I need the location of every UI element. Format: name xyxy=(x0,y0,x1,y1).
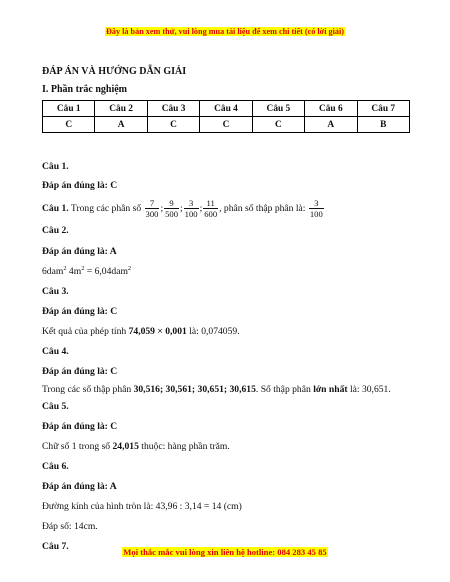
hotline-banner xyxy=(0,547,450,557)
table-answer-cell: C xyxy=(43,117,95,133)
table-answer-cell: C xyxy=(147,117,199,133)
table-header-cell: Câu 4 xyxy=(200,101,252,117)
answer-line: Đáp án đúng là: C xyxy=(42,306,118,317)
table-answer-cell: C xyxy=(252,117,304,133)
fraction: $\frac{9}{500}$ xyxy=(165,197,178,219)
fraction-result: $\frac{3}{100}$ xyxy=(309,197,323,219)
fraction: $\frac{3}{100}$ xyxy=(184,197,198,219)
question-label: Câu 4. xyxy=(42,346,69,357)
table-header-cell: Câu 7 xyxy=(357,101,409,117)
fraction: $\frac{11}{600}$ xyxy=(204,197,218,219)
question-text-body: phân số thập phân là: xyxy=(221,202,308,214)
preview-banner xyxy=(0,27,450,36)
table-header-cell: Câu 3 xyxy=(147,101,199,117)
table-header-cell: Câu 2 xyxy=(95,101,147,117)
table-answer-cell: C xyxy=(200,117,252,133)
answer-line: Đáp án đúng là: C xyxy=(42,366,118,377)
document-title: ĐÁP ÁN VÀ HƯỚNG DẪN GIẢI xyxy=(42,66,187,77)
fraction: $\frac{7}{300}$ xyxy=(145,197,159,219)
table-answer-cell: A xyxy=(305,117,357,133)
question-label: Câu 1. xyxy=(42,161,69,172)
question-label: Câu 5. xyxy=(42,401,69,412)
question-text-body: Trong các phân số xyxy=(68,202,144,214)
question-text: Câu 1. Trong các phân số $\frac{7}{300}$ ; $\frac{9}{500}$ ; $\frac{3}{100}$ ; $\frac{11}{600}$ , phân số thập phân là: $\frac{3}{100}$ xyxy=(42,197,323,219)
table-answer-cell: B xyxy=(357,117,409,133)
answer-table xyxy=(42,100,410,133)
question-label: Câu 2. xyxy=(42,225,69,236)
table-header-cell: Câu 1 xyxy=(43,101,95,117)
explanation-text: 6dam$^2$ $4m^2 = 6,04dam^2$ xyxy=(42,264,132,277)
table-header-cell: Câu 5 xyxy=(252,101,304,117)
table-answer-cell: A xyxy=(95,117,147,133)
explanation-text: Kết quả của phép tính 74,059 × 0,001 là: 0,074059. xyxy=(42,326,240,337)
question-text-prefix: Câu 1. xyxy=(42,202,69,214)
answer-line: Đáp án đúng là: A xyxy=(42,481,117,492)
preview-banner-text: Đây là bản xem thử, vui lòng mua tài liệu để xem chi tiết (có lời giải) xyxy=(105,27,344,36)
table-header-cell: Câu 6 xyxy=(305,101,357,117)
hotline-banner-text: Mọi thắc mắc vui lòng xin liên hệ hotline: 084 283 45 85 xyxy=(123,547,327,557)
answer-line: Đáp án đúng là: C xyxy=(42,180,118,191)
question-label: Câu 6. xyxy=(42,461,69,472)
explanation-text: Trong các số thập phân 30,516; 30,561; 30,651; 30,615. Số thập phân lớn nhất là: 30,651. xyxy=(42,384,391,395)
answer-table-header-row xyxy=(43,101,410,117)
answer-line: Đáp án đúng là: A xyxy=(42,246,117,257)
answer-line: Đáp án đúng là: C xyxy=(42,421,118,432)
explanation-text: Chữ số 1 trong số 24,015 thuộc: hàng phần trăm. xyxy=(42,441,230,452)
explanation-text: Đường kính của hình tròn là: 43,96 : 3,14 = 14 (cm) xyxy=(42,501,242,512)
question-label: Câu 7. xyxy=(42,541,69,552)
explanation-text: Đáp số: 14cm. xyxy=(42,521,98,532)
section-heading: I. Phần trắc nghiệm xyxy=(42,84,127,95)
document-body xyxy=(42,66,410,553)
answer-table-answer-row xyxy=(43,117,410,133)
question-label: Câu 3. xyxy=(42,286,69,297)
